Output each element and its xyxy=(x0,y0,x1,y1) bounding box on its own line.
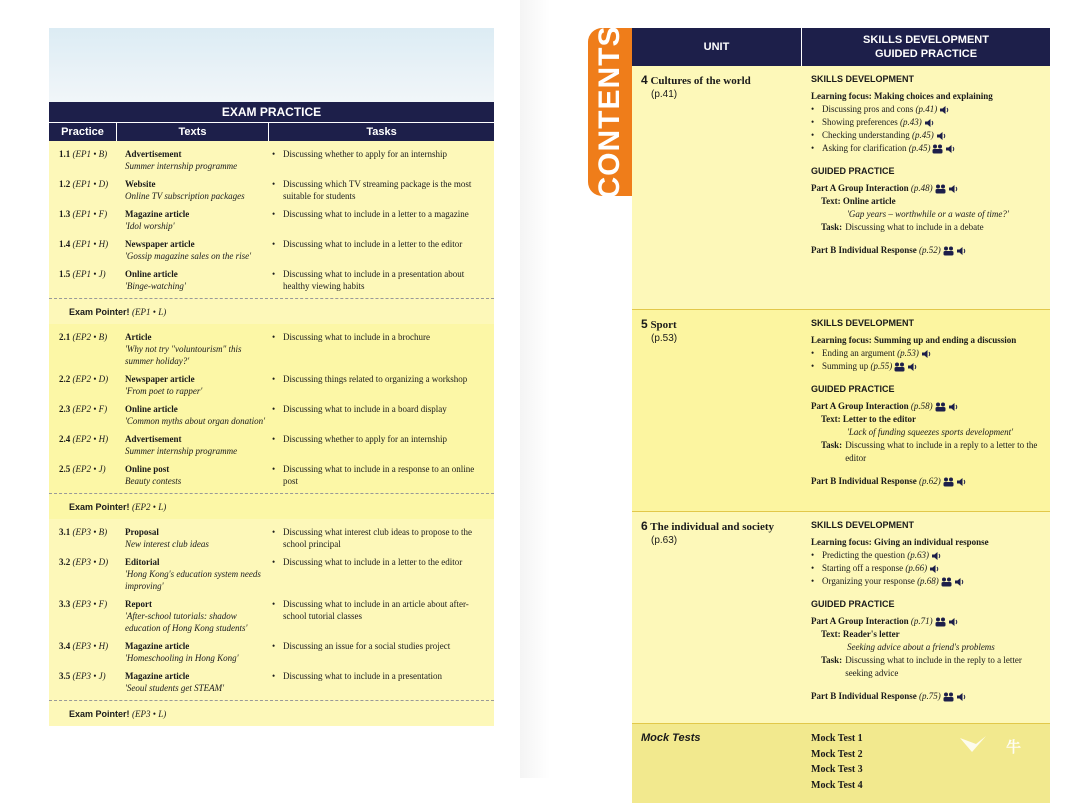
practice-num: 2.3 xyxy=(59,404,71,414)
practice-num: 3.1 xyxy=(59,527,71,537)
part-b-label: Part B Individual Response xyxy=(811,245,917,255)
unit-list xyxy=(632,66,1050,724)
practice-text xyxy=(125,526,272,550)
practice-number xyxy=(49,640,125,664)
watermark-logo xyxy=(956,728,1080,778)
practice-ref: (EP1 • F) xyxy=(72,209,108,219)
exam-practice-sections xyxy=(49,141,494,726)
text-title: 'Why not try "voluntourism" this summer holiday?' xyxy=(125,344,242,366)
practice-num: 2.5 xyxy=(59,464,71,474)
group-icon xyxy=(935,184,946,194)
practice-number xyxy=(49,526,125,550)
exam-practice-title: EXAM PRACTICE xyxy=(49,102,494,122)
page-gutter xyxy=(520,0,550,778)
skill-page: (p.41) xyxy=(915,104,938,114)
practice-task: • Discussing what to include in a presentation about healthy viewing habits xyxy=(272,268,494,292)
skill-item xyxy=(811,116,1050,129)
practice-text xyxy=(125,556,272,592)
practice-num: 3.4 xyxy=(59,641,71,651)
exam-practice-header-row xyxy=(49,122,494,141)
unit-info xyxy=(632,66,802,309)
skill-text: Discussing pros and cons xyxy=(822,104,914,114)
practice-task: • Discussing what to include in a brochure xyxy=(272,331,494,367)
exam-pointer xyxy=(49,298,494,324)
contents-header-row xyxy=(632,28,1050,66)
practice-number xyxy=(49,556,125,592)
contents-page xyxy=(632,28,1050,791)
practice-text xyxy=(125,178,272,202)
skills-development-heading: SKILLS DEVELOPMENT xyxy=(811,318,915,328)
task-label: Task: xyxy=(821,222,843,232)
practice-row xyxy=(49,208,494,232)
practice-ref: (EP2 • F) xyxy=(72,404,108,414)
text-title: Online TV subscription packages xyxy=(125,191,245,201)
practice-ref: (EP3 • F) xyxy=(72,599,108,609)
skill-page: (p.55) xyxy=(870,361,893,371)
skill-item xyxy=(811,347,1050,360)
practice-ref: (EP1 • D) xyxy=(72,179,109,189)
skill-text: Summing up xyxy=(822,361,869,371)
mock-test-item: Mock Test 3 xyxy=(811,764,863,775)
practice-num: 1.3 xyxy=(59,209,71,219)
part-a-label: Part A Group Interaction xyxy=(811,401,909,411)
exam-pointer-label: Exam Pointer! xyxy=(69,709,130,719)
practice-text xyxy=(125,331,272,367)
group-icon xyxy=(943,246,954,256)
text-type: Online article xyxy=(125,404,178,414)
text-type: Advertisement xyxy=(125,149,182,159)
practice-ref: (EP1 • H) xyxy=(72,239,109,249)
audio-icon xyxy=(936,131,947,141)
text-title: New interest club ideas xyxy=(125,539,209,549)
exam-pointer-ref: (EP1 • L) xyxy=(132,307,167,317)
practice-number xyxy=(49,598,125,634)
mock-test-item: Mock Test 2 xyxy=(811,748,863,760)
practice-ref: (EP3 • H) xyxy=(72,641,109,651)
skill-text: Predicting the question xyxy=(822,550,905,560)
practice-num: 2.2 xyxy=(59,374,71,384)
skills-development-heading: SKILLS DEVELOPMENT xyxy=(811,74,915,84)
practice-task: • Discussing an issue for a social studies project xyxy=(272,640,494,664)
practice-task: • Discussing what to include in an article about after-school tutorial classes xyxy=(272,598,494,634)
practice-task: • Discussing what to include in a response to an online post xyxy=(272,463,494,487)
practice-number xyxy=(49,331,125,367)
text-type: Magazine article xyxy=(125,671,190,681)
part-a-label: Part A Group Interaction xyxy=(811,616,909,626)
practice-number xyxy=(49,178,125,202)
practice-number xyxy=(49,148,125,172)
text-title: 'Seoul students get STEAM' xyxy=(125,683,225,693)
practice-number xyxy=(49,403,125,427)
contents-tab-label: CONTENTS xyxy=(593,25,626,199)
header-unit: UNIT xyxy=(632,28,802,66)
practice-row xyxy=(49,331,494,367)
part-b-page: (p.52) xyxy=(919,245,941,255)
spacer xyxy=(811,680,1050,690)
unit-name xyxy=(641,73,802,87)
exam-pointer-ref: (EP2 • L) xyxy=(132,502,167,512)
text-label: Text: Reader's letter xyxy=(821,629,900,639)
guided-practice-heading: GUIDED PRACTICE xyxy=(811,599,895,609)
text-title: Summer internship programme xyxy=(125,446,238,456)
group-icon xyxy=(935,617,946,627)
header-skills-line1: SKILLS DEVELOPMENT xyxy=(863,34,989,46)
unit-page: (p.41) xyxy=(651,89,678,100)
task xyxy=(811,439,1050,465)
task xyxy=(811,654,1050,680)
group-icon xyxy=(941,577,952,587)
unit-info xyxy=(632,310,802,511)
practice-row xyxy=(49,178,494,202)
skill-item xyxy=(811,360,1050,373)
text-title: Beauty contests xyxy=(125,476,182,486)
practice-row xyxy=(49,598,494,634)
practice-text xyxy=(125,238,272,262)
skill-page: (p.45) xyxy=(908,143,931,153)
practice-num: 1.5 xyxy=(59,269,71,279)
practice-num: 1.2 xyxy=(59,179,71,189)
practice-row xyxy=(49,268,494,292)
skill-page: (p.68) xyxy=(917,576,939,586)
header-tasks: Tasks xyxy=(269,122,494,141)
practice-text xyxy=(125,268,272,292)
practice-task: • Discussing whether to apply for an internship xyxy=(272,433,494,457)
exam-pointer-label: Exam Pointer! xyxy=(69,307,130,317)
skill-text: Ending an argument xyxy=(822,348,895,358)
skill-text: Organizing your response xyxy=(822,576,915,586)
text-type: Newspaper article xyxy=(125,374,195,384)
guided-practice-heading: GUIDED PRACTICE xyxy=(811,384,895,394)
practice-task: • Discussing what to include in a letter to a magazine xyxy=(272,208,494,232)
spacer xyxy=(811,373,1050,383)
learning-focus: Learning focus: Making choices and explaining xyxy=(811,91,993,101)
spacer xyxy=(811,465,1050,475)
task-text: Discussing what to include in the reply to a letter seeking advice xyxy=(845,655,1022,678)
learning-focus: Learning focus: Giving an individual response xyxy=(811,537,989,547)
header-photo xyxy=(49,28,494,102)
unit-name xyxy=(641,317,802,331)
spacer xyxy=(811,234,1050,244)
text-type: Magazine article xyxy=(125,641,190,651)
practice-num: 1.4 xyxy=(59,239,71,249)
practice-row xyxy=(49,403,494,427)
practice-num: 3.2 xyxy=(59,557,71,567)
practice-row xyxy=(49,640,494,664)
practice-row xyxy=(49,238,494,262)
practice-text xyxy=(125,640,272,664)
practice-number xyxy=(49,208,125,232)
practice-ref: (EP1 • J) xyxy=(72,269,106,279)
part-b xyxy=(811,475,1050,488)
skill-item xyxy=(811,549,1050,562)
exam-section xyxy=(49,324,494,519)
practice-number xyxy=(49,268,125,292)
text-label: Text: Letter to the editor xyxy=(821,414,916,424)
contents-tab xyxy=(588,25,632,199)
practice-text xyxy=(125,598,272,634)
practice-ref: (EP2 • B) xyxy=(72,332,108,342)
practice-text xyxy=(125,403,272,427)
task-label: Task: xyxy=(821,440,843,450)
task xyxy=(811,221,1050,234)
skill-page: (p.43) xyxy=(899,117,922,127)
practice-text xyxy=(125,433,272,457)
part-a-page: (p.48) xyxy=(910,183,933,193)
practice-num: 3.3 xyxy=(59,599,71,609)
practice-task: • Discussing things related to organizing a workshop xyxy=(272,373,494,397)
text-type: Editorial xyxy=(125,557,160,567)
text-title: 'Gossip magazine sales on the rise' xyxy=(125,251,252,261)
practice-ref: (EP3 • J) xyxy=(72,671,106,681)
unit-row xyxy=(632,512,1050,724)
practice-row xyxy=(49,463,494,487)
text-type: Online post xyxy=(125,464,170,474)
part-a-label: Part A Group Interaction xyxy=(811,183,909,193)
text-type: Article xyxy=(125,332,152,342)
practice-row xyxy=(49,526,494,550)
practice-text xyxy=(125,670,272,694)
practice-task: • Discussing what to include in a letter to the editor xyxy=(272,556,494,592)
header-practice: Practice xyxy=(49,122,117,141)
unit-info xyxy=(632,512,802,723)
audio-icon xyxy=(948,402,959,412)
practice-row xyxy=(49,373,494,397)
skill-page: (p.45) xyxy=(911,130,934,140)
practice-task: • Discussing what to include in a presentation xyxy=(272,670,494,694)
practice-num: 3.5 xyxy=(59,671,71,681)
audio-icon xyxy=(948,617,959,627)
audio-icon xyxy=(945,144,956,154)
practice-task: • Discussing which TV streaming package is the most suitable for students xyxy=(272,178,494,202)
skill-text: Starting off a response xyxy=(822,563,904,573)
header-skills xyxy=(802,28,1050,66)
group-icon xyxy=(943,692,954,702)
audio-icon xyxy=(929,564,940,574)
skill-page: (p.63) xyxy=(907,550,929,560)
unit-skills xyxy=(802,66,1050,309)
text-type: Online article xyxy=(125,269,178,279)
unit-name xyxy=(641,519,802,533)
skill-page: (p.66) xyxy=(905,563,928,573)
skill-item xyxy=(811,575,1050,588)
audio-icon xyxy=(921,349,932,359)
practice-text xyxy=(125,373,272,397)
header-texts: Texts xyxy=(117,122,269,141)
practice-task: • Discussing what to include in a board display xyxy=(272,403,494,427)
mock-tests-label: Mock Tests xyxy=(641,732,701,744)
practice-number xyxy=(49,670,125,694)
skill-text: Asking for clarification xyxy=(822,143,907,153)
audio-icon xyxy=(939,105,950,115)
skill-text: Checking understanding xyxy=(822,130,910,140)
practice-ref: (EP3 • D) xyxy=(72,557,109,567)
text-type: Magazine article xyxy=(125,209,190,219)
part-a xyxy=(811,182,1050,195)
guided-practice-heading: GUIDED PRACTICE xyxy=(811,166,895,176)
task-label: Task: xyxy=(821,655,843,665)
practice-row xyxy=(49,148,494,172)
part-b-page: (p.75) xyxy=(919,691,941,701)
mock-test-item: Mock Test 1 xyxy=(811,733,863,744)
group-icon xyxy=(943,477,954,487)
unit-title: Sport xyxy=(650,319,677,331)
text-title: 'After-school tutorials: shadow education of Hong Kong students' xyxy=(125,611,248,633)
skill-item xyxy=(811,142,1050,155)
header-skills-line2: GUIDED PRACTICE xyxy=(874,48,978,60)
part-a-page: (p.71) xyxy=(910,616,933,626)
group-icon xyxy=(935,402,946,412)
skill-item xyxy=(811,562,1050,575)
skills-development-heading: SKILLS DEVELOPMENT xyxy=(811,520,915,530)
text-title: Seeking advice about a friend's problems xyxy=(847,642,995,652)
practice-ref: (EP3 • B) xyxy=(72,527,108,537)
part-a xyxy=(811,615,1050,628)
audio-icon xyxy=(931,551,942,561)
group-icon xyxy=(932,144,943,154)
skill-page: (p.53) xyxy=(897,348,919,358)
unit-skills xyxy=(802,310,1050,511)
practice-number xyxy=(49,373,125,397)
text-title: 'Binge-watching' xyxy=(125,281,186,291)
text-type: Advertisement xyxy=(125,434,182,444)
text-title: 'Homeschooling in Hong Kong' xyxy=(125,653,239,663)
practice-task: • Discussing what interest club ideas to propose to the school principal xyxy=(272,526,494,550)
practice-text xyxy=(125,208,272,232)
practice-task: • Discussing whether to apply for an internship xyxy=(272,148,494,172)
audio-icon xyxy=(907,362,918,372)
unit-number: 4 xyxy=(641,73,648,87)
practice-task: • Discussing what to include in a letter to the editor xyxy=(272,238,494,262)
practice-num: 2.1 xyxy=(59,332,71,342)
practice-ref: (EP1 • B) xyxy=(72,149,108,159)
part-b-page: (p.62) xyxy=(919,476,941,486)
unit-title: The individual and society xyxy=(650,521,775,533)
exam-practice-page xyxy=(49,28,494,752)
task-text: Discussing what to include in a debate xyxy=(845,222,984,232)
audio-icon xyxy=(954,577,965,587)
unit-row xyxy=(632,310,1050,512)
learning-focus: Learning focus: Summing up and ending a discussion xyxy=(811,335,1017,345)
skill-item xyxy=(811,103,1050,116)
text-type: Proposal xyxy=(125,527,159,537)
text-title: 'Lack of funding squeezes sports development' xyxy=(847,427,1014,437)
audio-icon xyxy=(924,118,935,128)
part-b-label: Part B Individual Response xyxy=(811,691,917,701)
part-a xyxy=(811,400,1050,413)
audio-icon xyxy=(948,184,959,194)
exam-pointer xyxy=(49,493,494,519)
practice-row xyxy=(49,556,494,592)
practice-ref: (EP2 • D) xyxy=(72,374,109,384)
bird-logo-icon xyxy=(958,734,988,758)
text-type: Website xyxy=(125,179,156,189)
practice-text xyxy=(125,148,272,172)
unit-number: 5 xyxy=(641,317,648,331)
text-title: 'Idol worship' xyxy=(125,221,175,231)
practice-num: 1.1 xyxy=(59,149,71,159)
part-a-page: (p.58) xyxy=(910,401,933,411)
unit-page: (p.53) xyxy=(651,333,678,344)
group-icon xyxy=(894,362,905,372)
skill-item xyxy=(811,129,1050,142)
text-title: 'Gap years – worthwhile or a waste of time?' xyxy=(847,209,1009,219)
practice-num: 2.4 xyxy=(59,434,71,444)
unit-skills xyxy=(802,512,1050,723)
skill-text: Showing preferences xyxy=(822,117,898,127)
exam-pointer-label: Exam Pointer! xyxy=(69,502,130,512)
audio-icon xyxy=(956,477,967,487)
text-type: Report xyxy=(125,599,152,609)
text-title: 'Common myths about organ donation' xyxy=(125,416,266,426)
practice-number xyxy=(49,238,125,262)
practice-ref: (EP2 • J) xyxy=(72,464,106,474)
exam-section xyxy=(49,141,494,324)
mock-test-item: Mock Test 4 xyxy=(811,779,863,791)
exam-section xyxy=(49,519,494,726)
exam-pointer-ref: (EP3 • L) xyxy=(132,709,167,719)
text-label: Text: Online article xyxy=(821,196,896,206)
spacer xyxy=(811,155,1050,165)
audio-icon xyxy=(956,246,967,256)
practice-text xyxy=(125,463,272,487)
unit-page: (p.63) xyxy=(651,535,678,546)
unit-number: 6 xyxy=(641,519,648,533)
text-title: 'From poet to rapper' xyxy=(125,386,203,396)
watermark-text: 牛 xyxy=(1006,739,1022,756)
part-b-label: Part B Individual Response xyxy=(811,476,917,486)
exam-pointer xyxy=(49,700,494,726)
text-title: 'Hong Kong's education system needs improving' xyxy=(125,569,261,591)
practice-row xyxy=(49,433,494,457)
practice-number xyxy=(49,463,125,487)
text-type: Newspaper article xyxy=(125,239,195,249)
audio-icon xyxy=(956,692,967,702)
practice-row xyxy=(49,670,494,694)
part-b xyxy=(811,690,1050,703)
task-text: Discussing what to include in a reply to a letter to the editor xyxy=(845,440,1038,463)
spacer xyxy=(811,588,1050,598)
text-title: Summer internship programme xyxy=(125,161,238,171)
unit-row xyxy=(632,66,1050,310)
practice-number xyxy=(49,433,125,457)
part-b xyxy=(811,244,1050,257)
unit-title: Cultures of the world xyxy=(650,75,751,87)
practice-ref: (EP2 • H) xyxy=(72,434,109,444)
